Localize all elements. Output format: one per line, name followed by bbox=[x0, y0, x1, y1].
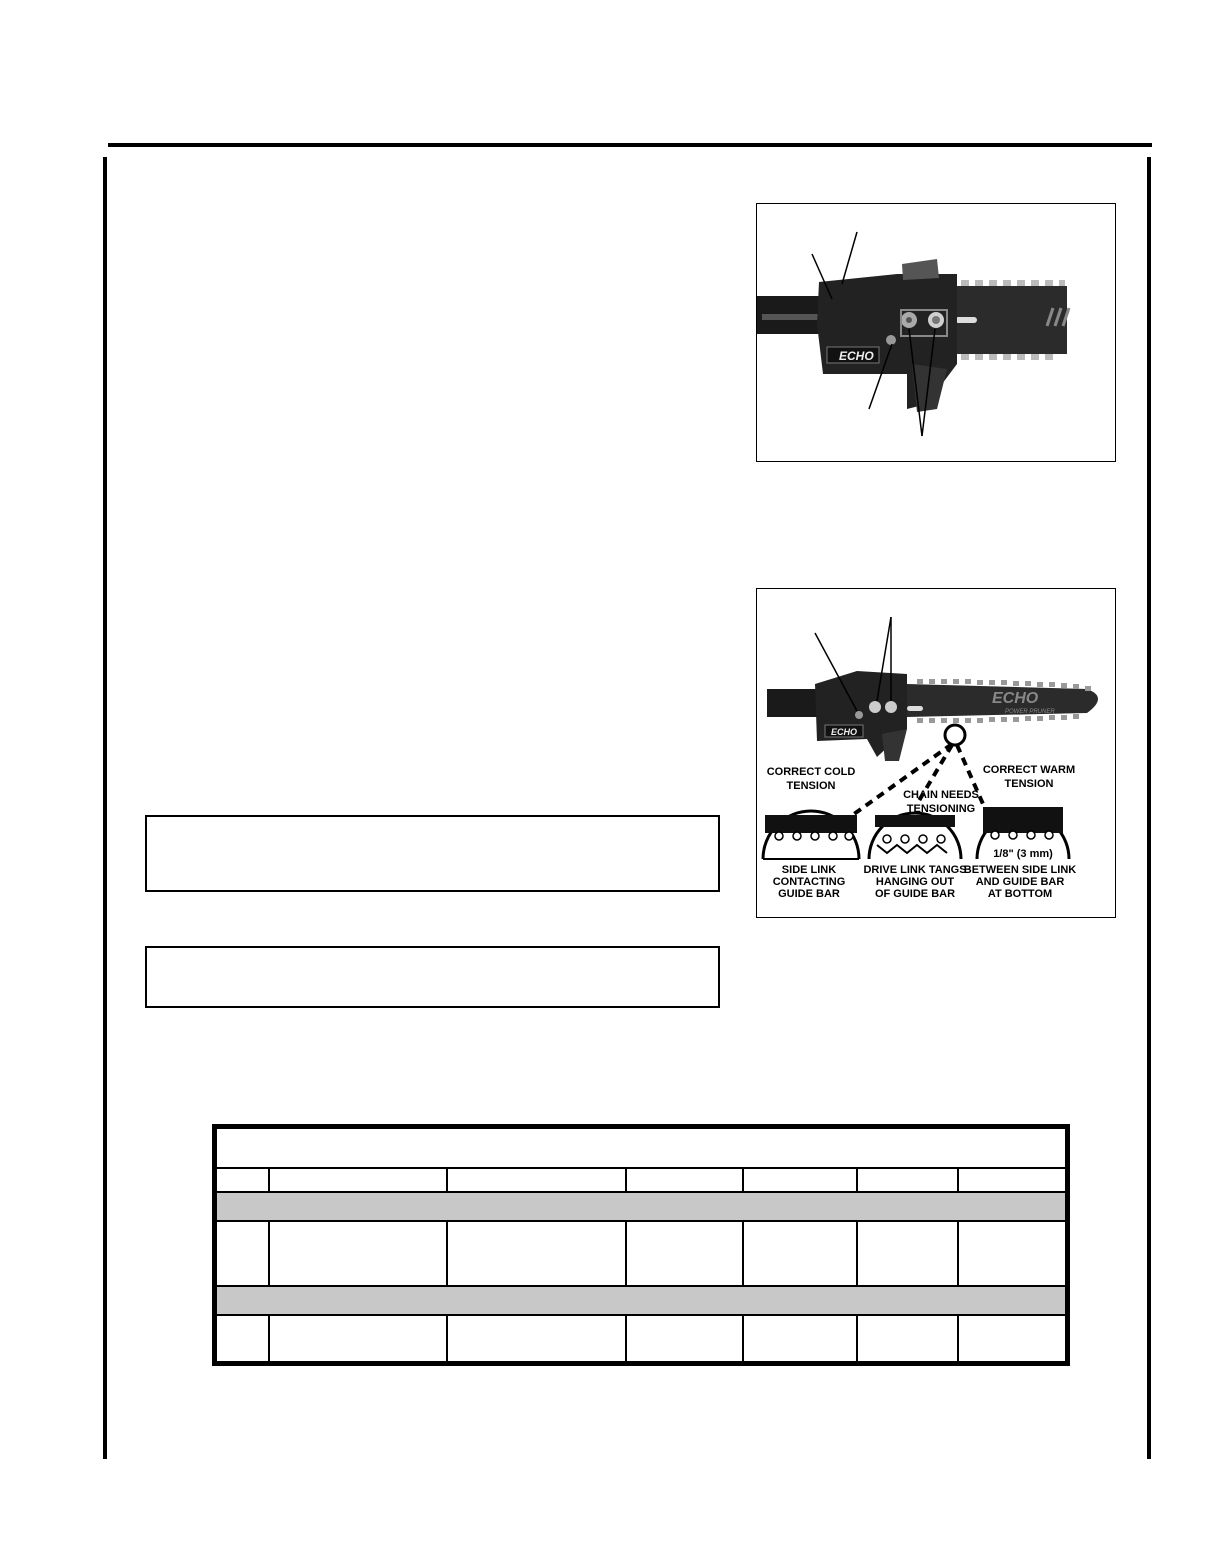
right-margin-rule bbox=[1147, 157, 1151, 1459]
chain-tension-diagram bbox=[757, 589, 1114, 916]
figure-chain-tension bbox=[756, 588, 1116, 918]
table-section-band-1 bbox=[217, 1193, 1065, 1222]
warm-label-line2: TENSION bbox=[1004, 778, 1054, 790]
cold-label-line1: CORRECT COLD bbox=[766, 766, 856, 778]
needs-caption-line2: HANGING OUT bbox=[875, 876, 955, 888]
note-box-2 bbox=[145, 946, 720, 1008]
warm-caption-line2: AND GUIDE BAR bbox=[975, 876, 1065, 888]
column-divider bbox=[625, 1169, 627, 1193]
column-divider bbox=[957, 1169, 959, 1193]
column-divider bbox=[856, 1316, 858, 1361]
echo-logo-fig1: ECHO bbox=[839, 349, 874, 363]
table-header-row bbox=[217, 1169, 1065, 1193]
note-box-1 bbox=[145, 815, 720, 892]
needs-tension-circle bbox=[869, 813, 961, 859]
table-row bbox=[217, 1222, 1065, 1287]
column-divider bbox=[268, 1169, 270, 1193]
cold-caption-line3: GUIDE BAR bbox=[778, 888, 840, 900]
warm-label-line1: CORRECT WARM bbox=[982, 764, 1076, 776]
table-title-row bbox=[217, 1129, 1065, 1169]
warm-caption-line1: BETWEEN SIDE LINK bbox=[963, 864, 1077, 876]
column-divider bbox=[446, 1169, 448, 1193]
column-divider bbox=[268, 1222, 270, 1287]
pruner-head-photo bbox=[757, 204, 1114, 460]
column-divider bbox=[268, 1316, 270, 1361]
column-divider bbox=[742, 1316, 744, 1361]
figure-guide-bar-cover bbox=[756, 203, 1116, 462]
column-divider bbox=[856, 1169, 858, 1193]
top-rule bbox=[108, 143, 1152, 147]
column-divider bbox=[625, 1222, 627, 1287]
column-divider bbox=[446, 1222, 448, 1287]
column-divider bbox=[742, 1222, 744, 1287]
column-divider bbox=[957, 1222, 959, 1287]
column-divider bbox=[625, 1316, 627, 1361]
column-divider bbox=[856, 1222, 858, 1287]
cold-tension-circle bbox=[763, 811, 859, 859]
left-margin-rule bbox=[103, 157, 107, 1459]
cold-label-line2: TENSION bbox=[786, 780, 836, 792]
needs-caption-line1: DRIVE LINK TANGS bbox=[863, 864, 967, 876]
table-row bbox=[217, 1316, 1065, 1361]
cold-caption-line1: SIDE LINK bbox=[781, 864, 837, 876]
needs-label-line2: TENSIONING bbox=[906, 803, 976, 815]
needs-caption-line3: OF GUIDE BAR bbox=[874, 888, 956, 900]
echo-logo-fig2: ECHO bbox=[831, 727, 858, 737]
gap-label: 1/8" (3 mm) bbox=[993, 848, 1053, 860]
column-divider bbox=[957, 1316, 959, 1361]
column-divider bbox=[742, 1169, 744, 1193]
column-divider bbox=[446, 1316, 448, 1361]
needs-label-line1: CHAIN NEEDS bbox=[903, 789, 979, 801]
cold-caption-line2: CONTACTING bbox=[772, 876, 846, 888]
bar-sub-logo: POWER PRUNER bbox=[1005, 709, 1055, 715]
bar-logo: ECHO bbox=[992, 690, 1039, 707]
warm-tension-circle bbox=[977, 807, 1069, 860]
spec-table bbox=[212, 1124, 1070, 1366]
table-section-band-2 bbox=[217, 1287, 1065, 1316]
warm-caption-line3: AT BOTTOM bbox=[987, 888, 1053, 900]
